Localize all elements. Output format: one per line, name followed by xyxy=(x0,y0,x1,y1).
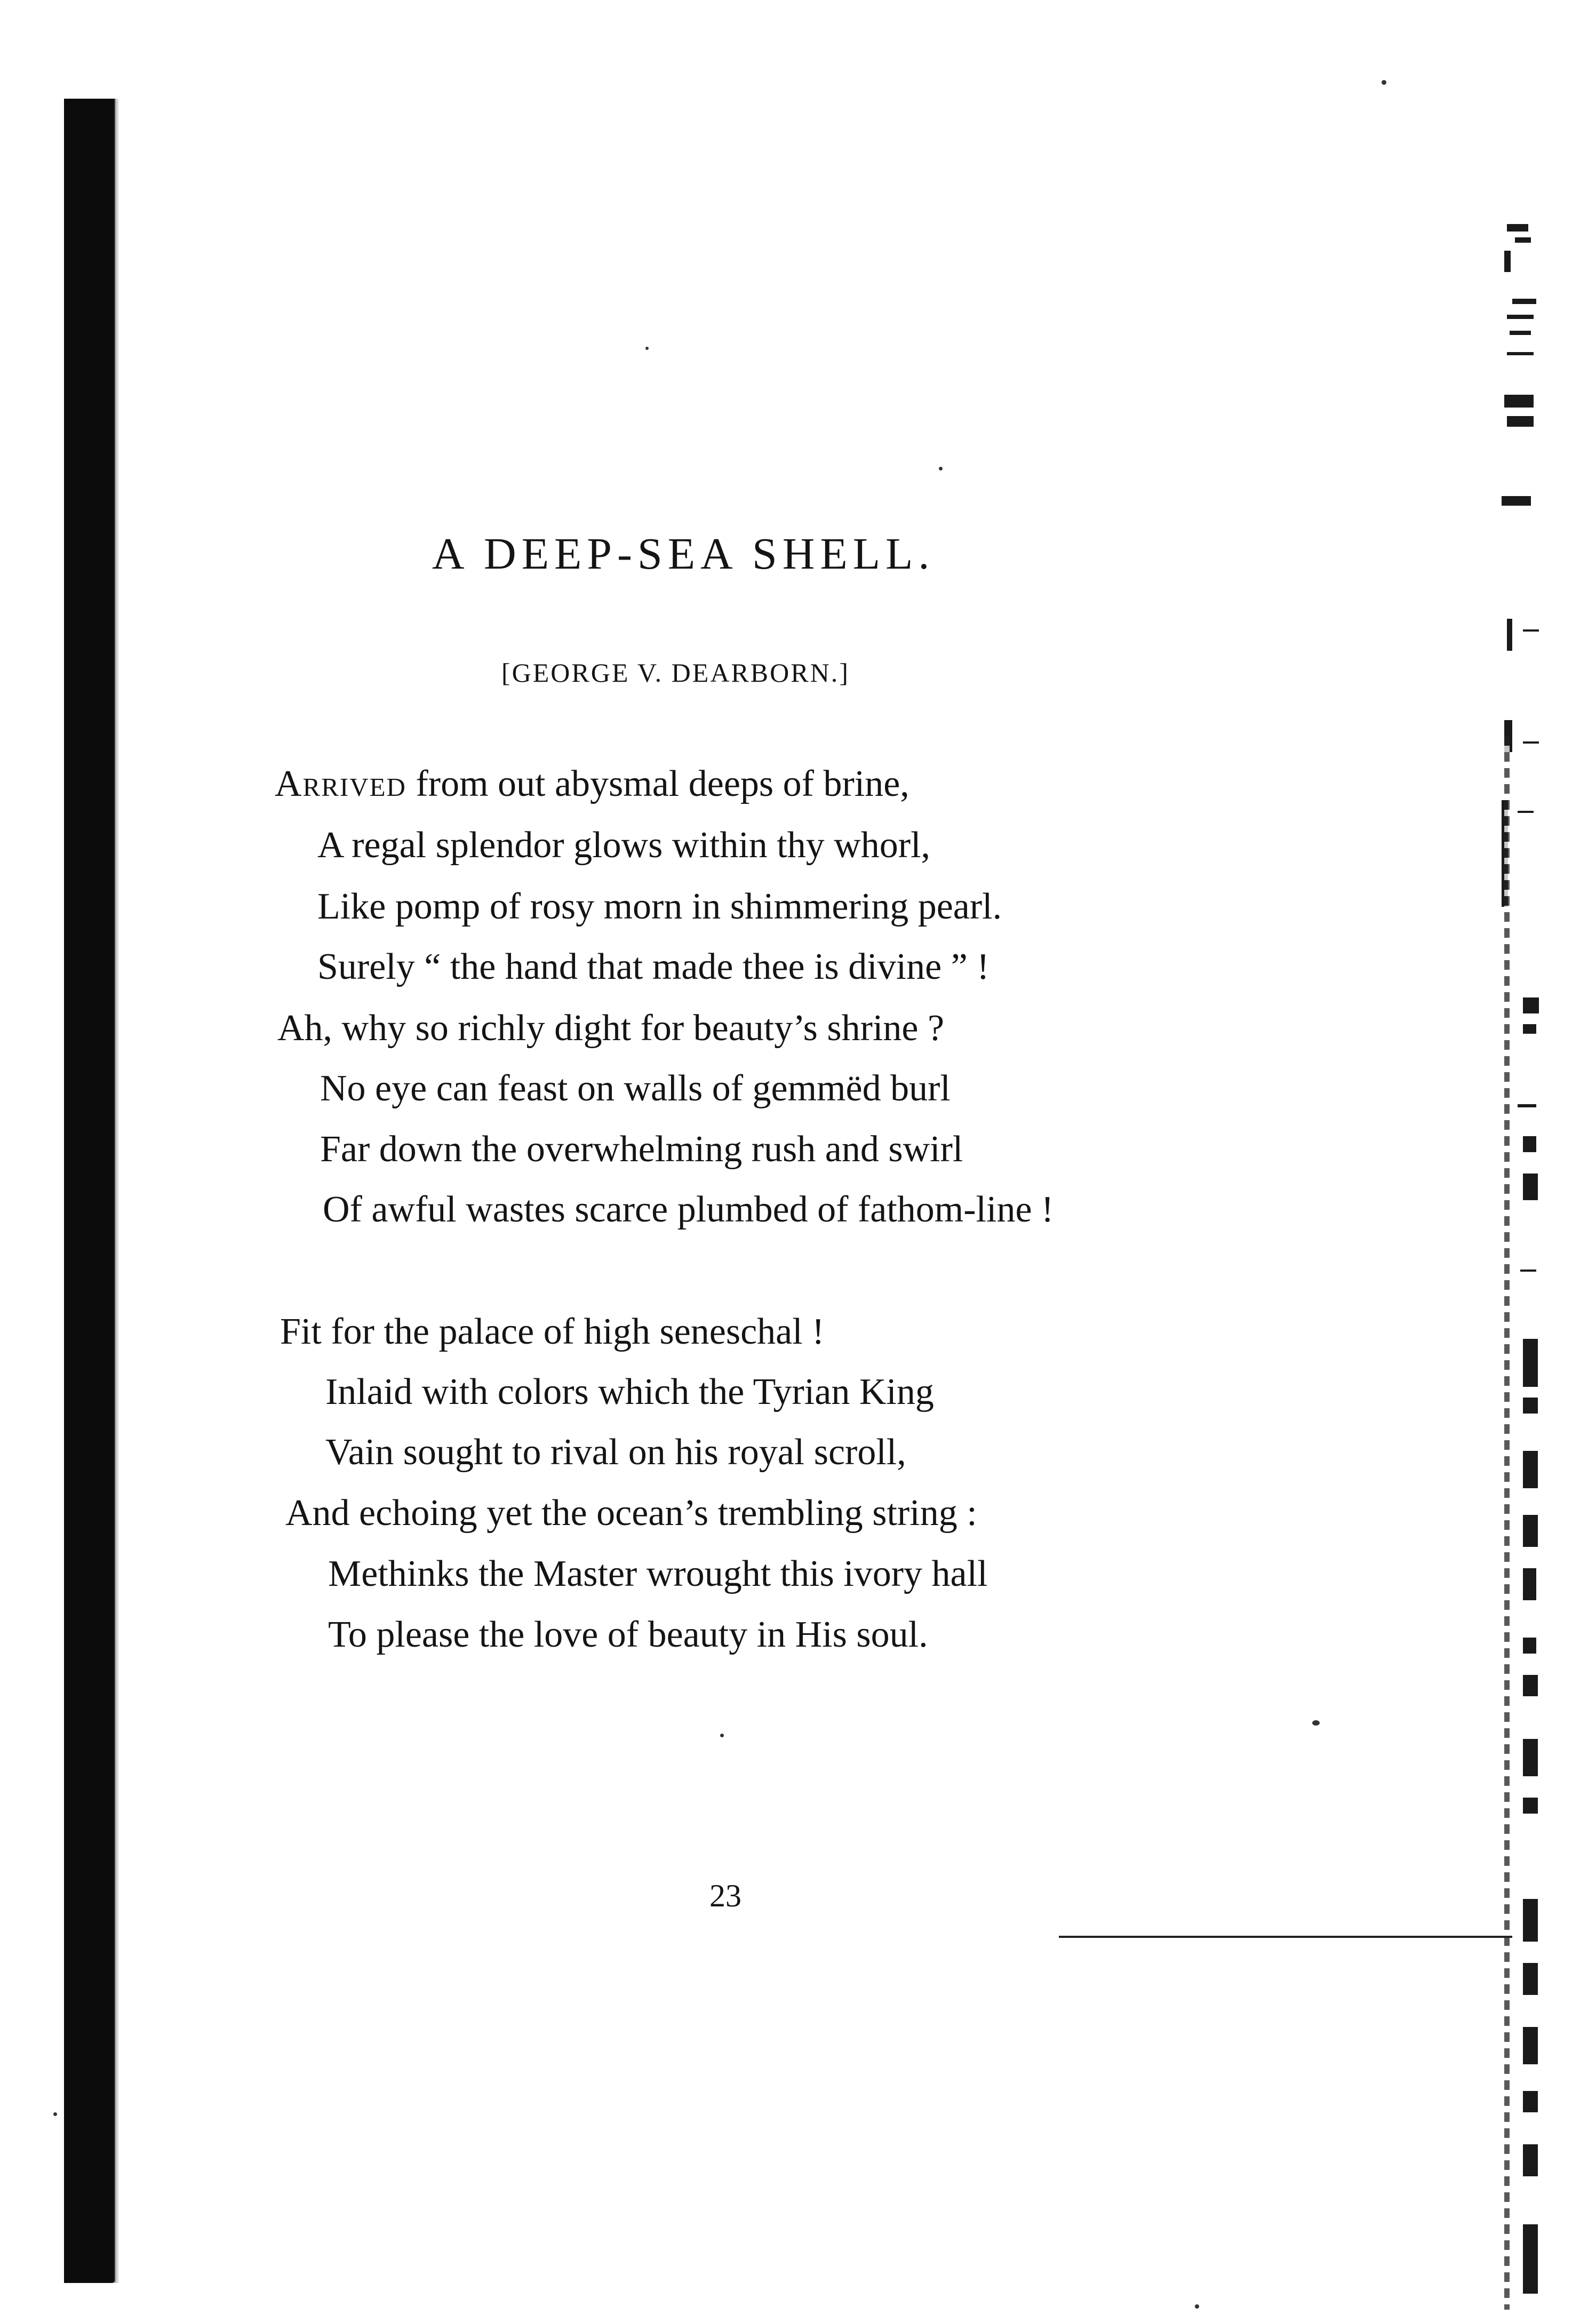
speck xyxy=(720,1734,724,1737)
stanza-2-line-2: Inlaid with colors which the Tyrian King xyxy=(325,1371,934,1412)
stanza-1-line-1: Arrived from out abysmal deeps of brine, xyxy=(275,763,909,804)
speck xyxy=(53,2112,57,2116)
stanza-1-line-3: Like pomp of rosy morn in shimmering pearl. xyxy=(317,886,1002,927)
facing-page-gutter xyxy=(1504,736,1510,2310)
poem-title: A DEEP-SEA SHELL. xyxy=(432,529,935,579)
speck xyxy=(1195,2304,1199,2309)
first-word: Arrived xyxy=(275,763,406,804)
stray-rule-line xyxy=(1059,1936,1512,1938)
speck xyxy=(1382,80,1386,85)
facing-page-edge xyxy=(1491,64,1539,2294)
speck xyxy=(645,347,649,350)
stanza-2-line-4: And echoing yet the ocean’s trembling string : xyxy=(285,1492,977,1534)
speck xyxy=(1312,1720,1320,1726)
stanza-1-line-4: Surely “ the hand that made thee is divine ” ! xyxy=(317,946,989,987)
page-number: 23 xyxy=(709,1878,741,1913)
stanza-2-line-6: To please the love of beauty in His soul. xyxy=(328,1614,928,1655)
binding-strip xyxy=(64,99,115,2283)
stanza-2-line-3: Vain sought to rival on his royal scroll, xyxy=(325,1432,906,1473)
stanza-2-line-1: Fit for the palace of high seneschal ! xyxy=(280,1311,825,1352)
stanza-1-line-8: Of awful wastes scarce plumbed of fathom-line ! xyxy=(323,1189,1054,1230)
poem-author: [GEORGE V. DEARBORN.] xyxy=(501,658,850,688)
stanza-1-line-6: No eye can feast on walls of gemmëd burl xyxy=(320,1068,951,1109)
stanza-1-line-7: Far down the overwhelming rush and swirl xyxy=(320,1129,963,1170)
binding-shadow xyxy=(114,99,119,2283)
stanza-2-line-5: Methinks the Master wrought this ivory hall xyxy=(328,1553,988,1594)
stanza-1-line-5: Ah, why so richly dight for beauty’s shrine ? xyxy=(277,1008,945,1049)
stanza-1-line-2: A regal splendor glows within thy whorl, xyxy=(317,825,931,866)
speck xyxy=(939,467,943,470)
